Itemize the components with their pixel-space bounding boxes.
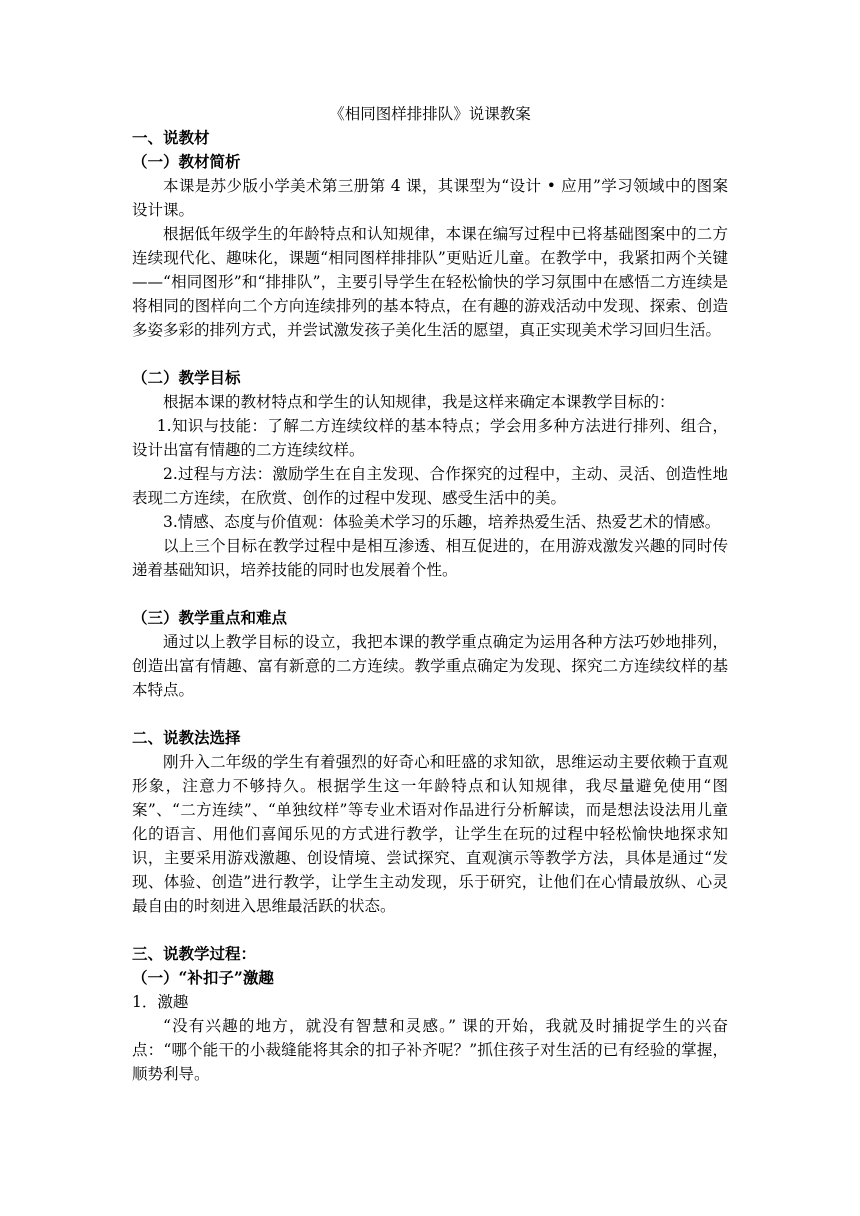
paragraph: 通过以上教学目标的设立，我把本课的教学重点确定为运用各种方法巧妙地排列，创造出富有情趣、富有新意的二方连续。教学重点确定为发现、探究二方连续纹样的基本特点。	[132, 633, 728, 699]
subsection-heading-3-1: （一）“补扣子”激趣	[132, 968, 274, 987]
subsection-heading-1-2: （二）教学目标	[132, 368, 241, 387]
paragraph: 本课是苏少版小学美术第三册第 4 课，其课型为“设计 • 应用”学习领域中的图案设计课。	[132, 177, 728, 219]
paragraph: 根据本课的教材特点和学生的认知规律，我是这样来确定本课教学目标的：	[163, 393, 675, 411]
paragraph: 根据低年级学生的年龄特点和认知规律，本课在编写过程中已将基础图案中的二方连续现代化、趣味化，课题“相同图样排排队”更贴近儿童。在教学中，我紧扣两个关键——“相同图形”和“排排队”，主要引导学生在轻松愉快的学习氛围中在感悟二方连续是将相同的图样向二个方向连续排列的基本特点，在有趣的游戏活动中发现、探索、创造多姿多彩的排列方式，并尝试激发孩子美化生活的愿望，真正实现美术学习回归生活。	[132, 225, 728, 339]
paragraph: 以上三个目标在教学过程中是相互渗透、相互促进的，在用游戏激发兴趣的同时传递着基础知识，培养技能的同时也发展着个性。	[132, 537, 728, 579]
subsection-heading-1-1: （一）教材简析	[132, 152, 241, 171]
goal-item-1: 1.知识与技能：了解二方连续纹样的基本特点；学会用多种方法进行排列、组合，设计出富有情趣的二方连续纹样。	[132, 417, 728, 459]
list-item: 1．激趣	[132, 993, 189, 1011]
goal-item-2: 2.过程与方法：激励学生在自主发现、合作探究的过程中，主动、灵活、创造性地表现二方连续，在欣赏、创作的过程中发现、感受生活中的美。	[132, 465, 728, 507]
goal-item-3: 3.情感、态度与价值观：体验美术学习的乐趣，培养热爱生活、热爱艺术的情感。	[163, 513, 721, 531]
paragraph: “没有兴趣的地方，就没有智慧和灵感。” 课的开始，我就及时捕捉学生的兴奋点：“哪个能干的小裁缝能将其余的扣子补齐呢？”抓住孩子对生活的已有经验的掌握，顺势利导。	[132, 1017, 728, 1083]
section-heading-1: 一、说教材	[132, 128, 210, 147]
section-heading-3: 三、说教学过程：	[132, 944, 257, 963]
document-body	[132, 102, 728, 1086]
document-title: 《相同图样排排队》说课教案	[329, 105, 531, 123]
paragraph: 刚升入二年级的学生有着强烈的好奇心和旺盛的求知欲，思维运动主要依赖于直观形象，注意力不够持久。根据学生这一年龄特点和认知规律，我尽量避免使用“图案”、“二方连续”、“单独纹样”等专业术语对作品进行分析解读，而是想法设法用儿童化的语言、用他们喜闻乐见的方式进行教学，让学生在玩的过程中轻松愉快地探求知识，主要采用游戏激趣、创设情境、尝试探究、直观演示等教学方法，具体是通过“发现、体验、创造”进行教学，让学生主动发现，乐于研究，让他们在心情最放纵、心灵最自由的时刻进入思维最活跃的状态。	[132, 753, 728, 915]
section-heading-2: 二、说教法选择	[132, 728, 241, 747]
subsection-heading-1-3: （三）教学重点和难点	[132, 608, 288, 627]
